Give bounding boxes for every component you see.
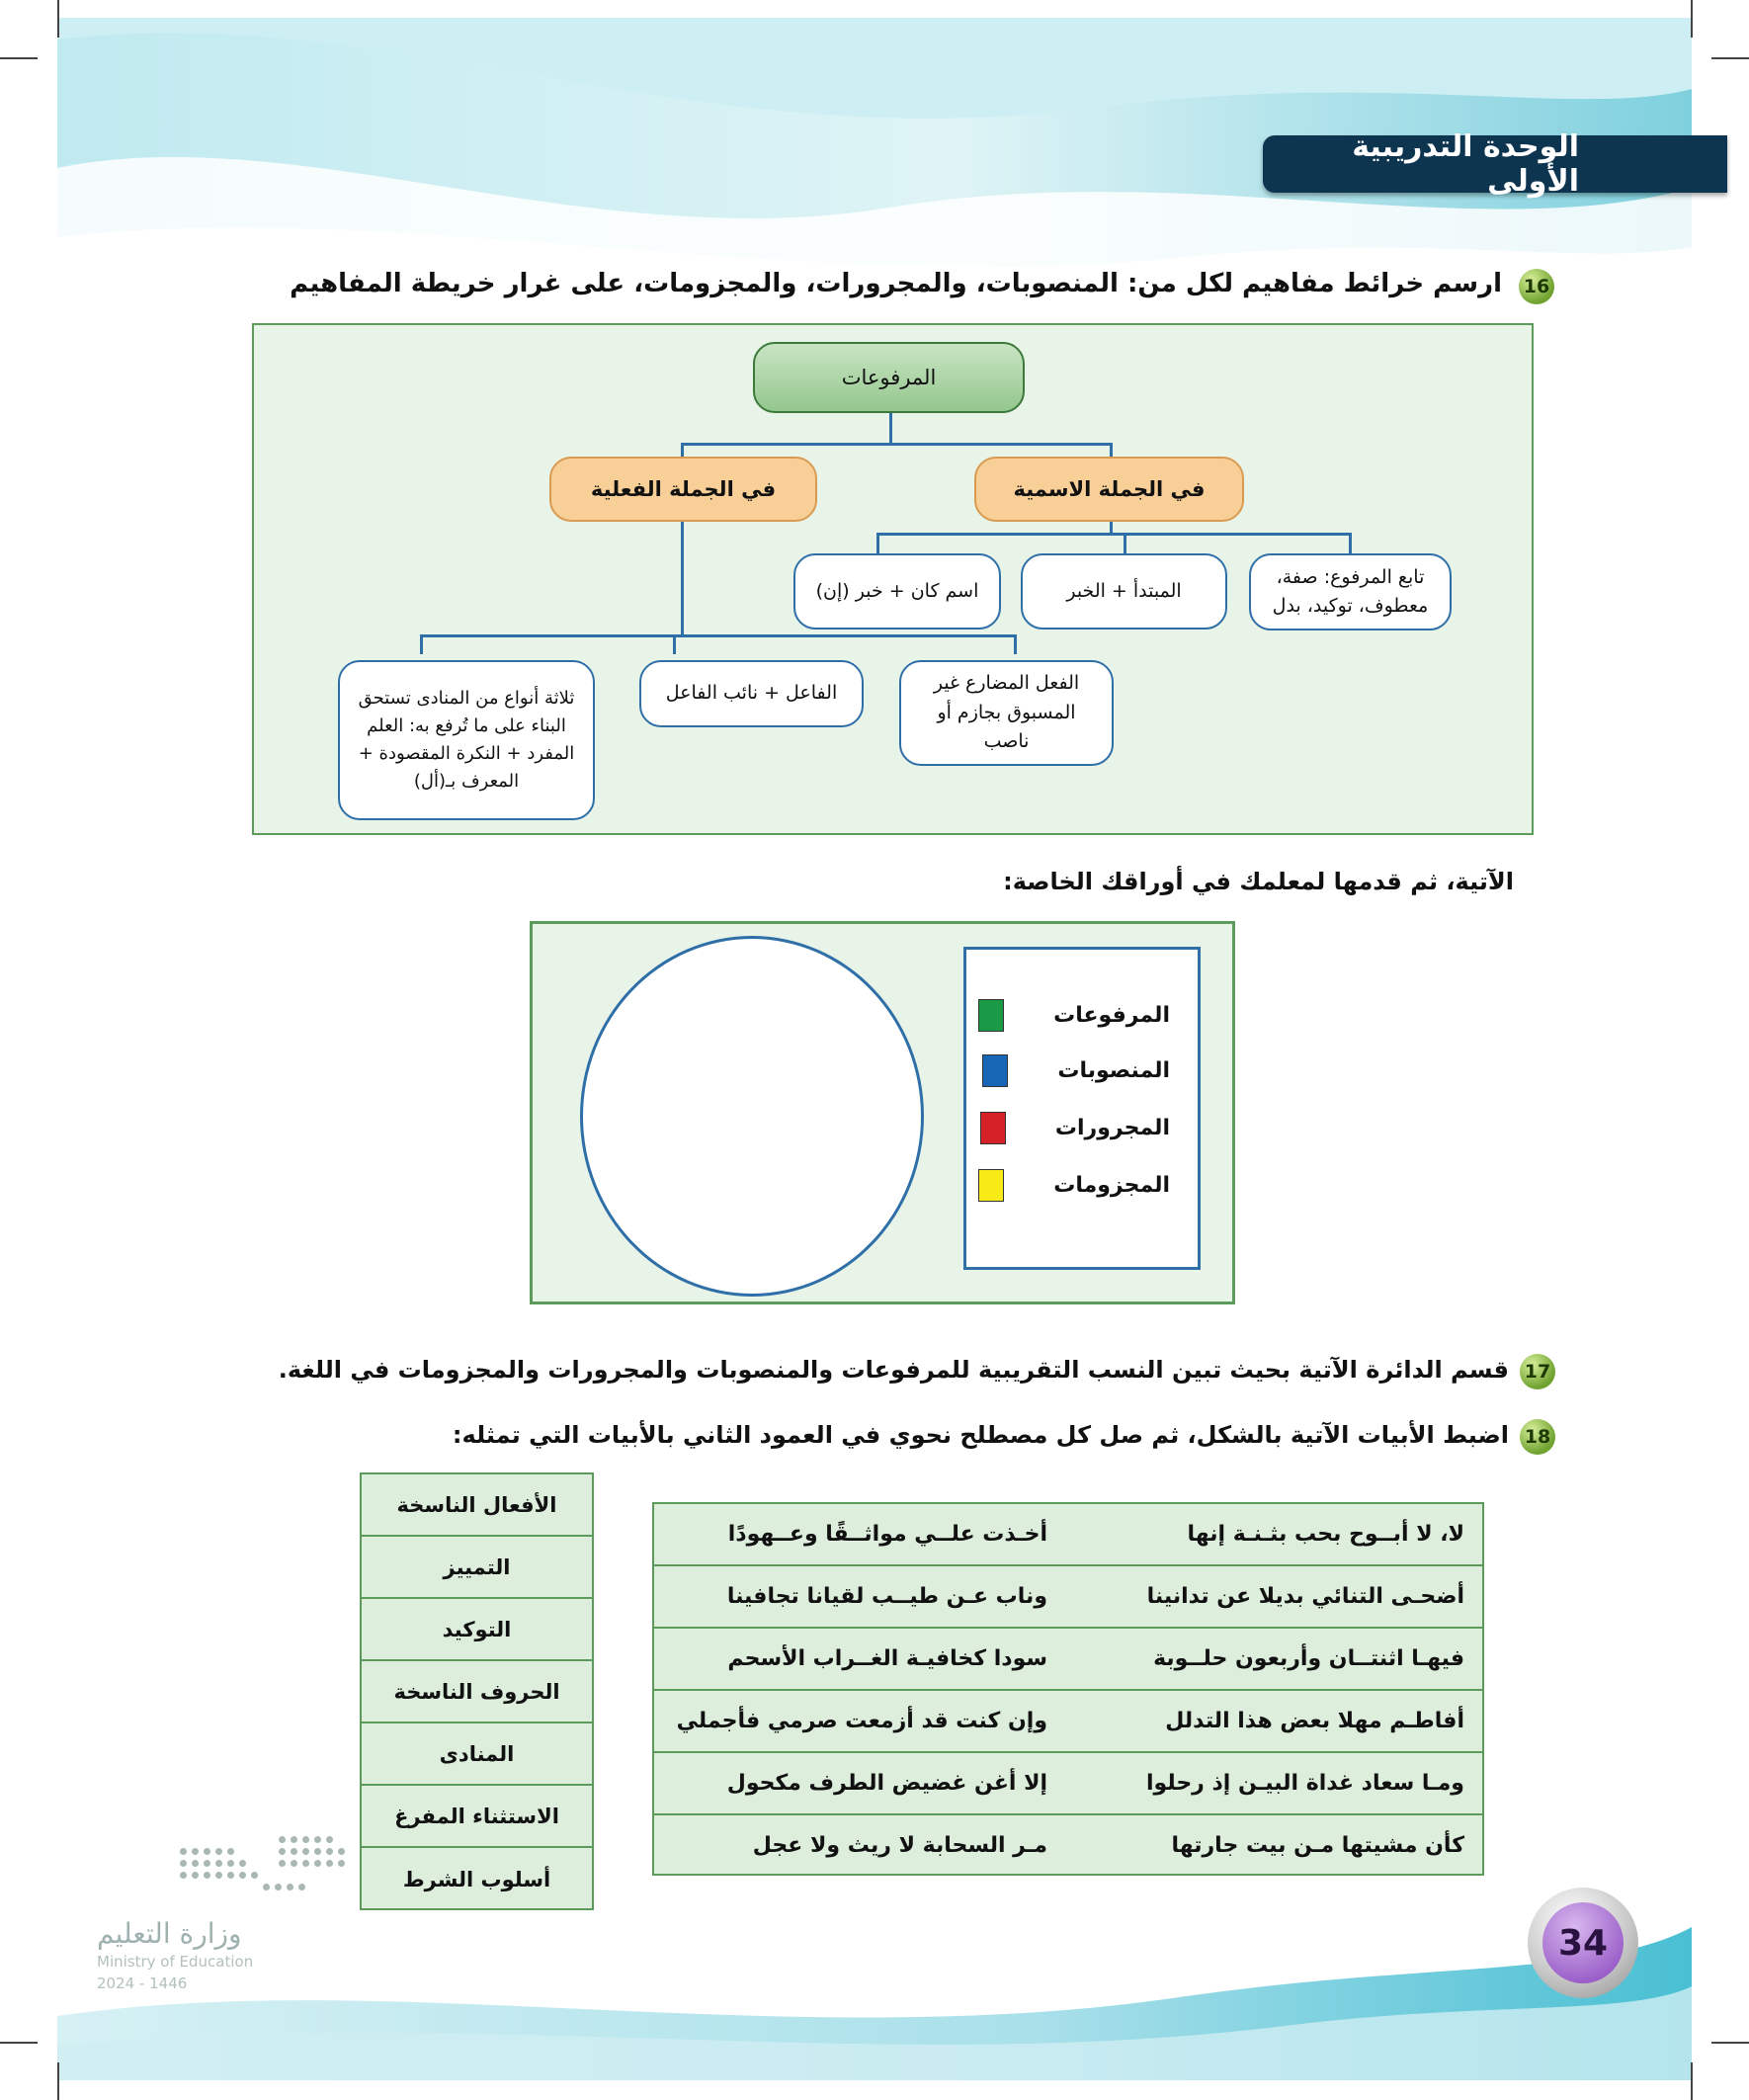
- connector-line: [1349, 533, 1352, 555]
- connector-line: [420, 634, 1016, 637]
- concept-leaf-node: المبتدأ + الخبر: [1021, 553, 1227, 630]
- division-circle[interactable]: [580, 936, 924, 1297]
- term-item[interactable]: الأفعال الناسخة: [362, 1474, 592, 1537]
- term-item[interactable]: الاستثناء المفرغ: [362, 1786, 592, 1848]
- concept-leaf-node: اسم كان + خبر (إن): [793, 553, 1001, 630]
- legend-item: المجرورات: [980, 1112, 1170, 1144]
- concept-verbal-node: في الجملة الفعلية: [549, 457, 817, 522]
- verse-second-hemistich: وإن كنت قد أزمعت صرمي فأجملي: [676, 1709, 1047, 1733]
- connector-line: [420, 634, 423, 654]
- legend-item: المجزومات: [978, 1169, 1170, 1202]
- verse-second-hemistich: أخـذت علــي مواثــقًا وعــهودًا: [727, 1522, 1047, 1547]
- logo-arabic-text: وزارة التعليم: [97, 1917, 242, 1950]
- connector-line: [1110, 520, 1113, 534]
- crop-mark: [0, 2042, 38, 2044]
- term-item[interactable]: الحروف الناسخة: [362, 1661, 592, 1723]
- verses-table: [652, 1502, 1484, 1876]
- term-item[interactable]: التمييز: [362, 1537, 592, 1599]
- concept-leaf-node: الفاعل + نائب الفاعل: [639, 660, 864, 727]
- concept-leaf-node: تابع المرفوع: صفة، معطوف، توكيد، بدل: [1249, 553, 1452, 630]
- question-18-text: اضبط الأبيات الآتية بالشكل، ثم صل كل مصطلح نحوي في العمود الثاني بالأبيات التي تمثله:: [452, 1421, 1509, 1449]
- crop-mark: [57, 2062, 59, 2100]
- connector-line: [681, 520, 684, 635]
- question-16-badge: 16: [1519, 269, 1554, 304]
- verse-row[interactable]: [654, 1504, 1482, 1566]
- verse-row[interactable]: [654, 1629, 1482, 1691]
- connector-line: [876, 533, 879, 555]
- legend-item: المرفوعات: [978, 999, 1170, 1032]
- green-swatch: [978, 999, 1004, 1032]
- blue-swatch: [982, 1054, 1008, 1087]
- term-item[interactable]: أسلوب الشرط: [402, 1867, 551, 1891]
- page-number: 34: [1542, 1902, 1624, 1983]
- verse-row[interactable]: [654, 1815, 1482, 1878]
- crop-mark: [0, 57, 38, 59]
- verse-first-hemistich: ومـا سعاد غداة البيـن إذ رحلوا: [1146, 1771, 1464, 1796]
- unit-title-banner: [1263, 129, 1727, 199]
- logo-year-text: 2024 - 1446: [97, 1974, 188, 1992]
- crop-mark: [1691, 0, 1693, 38]
- terms-column: [360, 1472, 594, 1910]
- verse-first-hemistich: كأن مشيتها مـن بيت جارتها: [1171, 1833, 1464, 1858]
- page-number-badge: [1528, 1888, 1638, 1998]
- concept-map: [252, 323, 1534, 835]
- logo-english-text: Ministry of Education: [97, 1953, 254, 1971]
- question-17-badge: 17: [1520, 1354, 1555, 1389]
- concept-leaf-node: الفعل المضارع غير المسبوق بجازم أو ناصب: [899, 660, 1114, 766]
- connector-line: [673, 634, 676, 654]
- verse-row[interactable]: [654, 1691, 1482, 1753]
- legend-item: المنصوبات: [982, 1054, 1170, 1087]
- verse-first-hemistich: فيهـا اثنتــان وأربعون حلــوبة: [1153, 1646, 1464, 1671]
- question-18-badge: 18: [1520, 1419, 1555, 1455]
- concept-leaf-node: ثلاثة أنواع من المنادى تستحق البناء على ما تُرفع به: العلم المفرد + النكرة المقصودة + المعرف بـ(أل): [338, 660, 595, 820]
- question-16-continuation: الآتية، ثم قدمها لمعلمك في أوراقك الخاصة:: [1003, 868, 1514, 895]
- term-item[interactable]: المنادى: [362, 1723, 592, 1786]
- term-item[interactable]: التوكيد: [362, 1599, 592, 1661]
- yellow-swatch: [978, 1169, 1004, 1202]
- verse-first-hemistich: أفاطـم مهلا بعض هذا التدلل: [1165, 1709, 1464, 1733]
- verse-second-hemistich: وناب عـن طيــب لقيانا تجافينا: [726, 1584, 1047, 1609]
- concept-nominal-node: في الجملة الاسمية: [974, 457, 1244, 522]
- unit-title: الوحدة التدريبية الأولى: [1352, 129, 1579, 199]
- verse-second-hemistich: مـر السحابة لا ريث ولا عجل: [752, 1833, 1047, 1858]
- legend-box: [963, 947, 1201, 1270]
- crop-mark: [1711, 2042, 1749, 2044]
- ministry-logo: [97, 1836, 354, 2004]
- verse-first-hemistich: لا، لا أبــوح بحب بثـنـة إنها: [1187, 1522, 1464, 1547]
- crop-mark: [1711, 57, 1749, 59]
- question-17-text: قسم الدائرة الآتية بحيث تبين النسب التقريبية للمرفوعات والمنصوبات والمجرورات والمجزومات في اللغة.: [278, 1356, 1509, 1384]
- connector-line: [1124, 533, 1126, 555]
- verse-row[interactable]: [654, 1753, 1482, 1815]
- connector-line: [889, 412, 892, 444]
- logo-dots-icon: [180, 1836, 348, 1905]
- verse-second-hemistich: إلا أغن غضيض الطرف مكحول: [726, 1771, 1047, 1796]
- question-16-text: ارسم خرائط مفاهيم لكل من: المنصوبات، والمجرورات، والمجزومات، على غرار خريطة المفاهيم: [290, 269, 1502, 298]
- connector-line: [876, 533, 1351, 536]
- verse-second-hemistich: سودا كخافيـة الغــراب الأسحم: [727, 1646, 1047, 1671]
- crop-mark: [57, 0, 59, 38]
- verse-first-hemistich: أضحـى التنائي بديلا عن تدانينا: [1146, 1584, 1464, 1609]
- red-swatch: [980, 1112, 1006, 1144]
- verse-row[interactable]: [654, 1566, 1482, 1629]
- connector-line: [681, 443, 1112, 446]
- connector-line: [1014, 634, 1017, 654]
- crop-mark: [1691, 2062, 1693, 2100]
- concept-root-node: المرفوعات: [753, 342, 1025, 413]
